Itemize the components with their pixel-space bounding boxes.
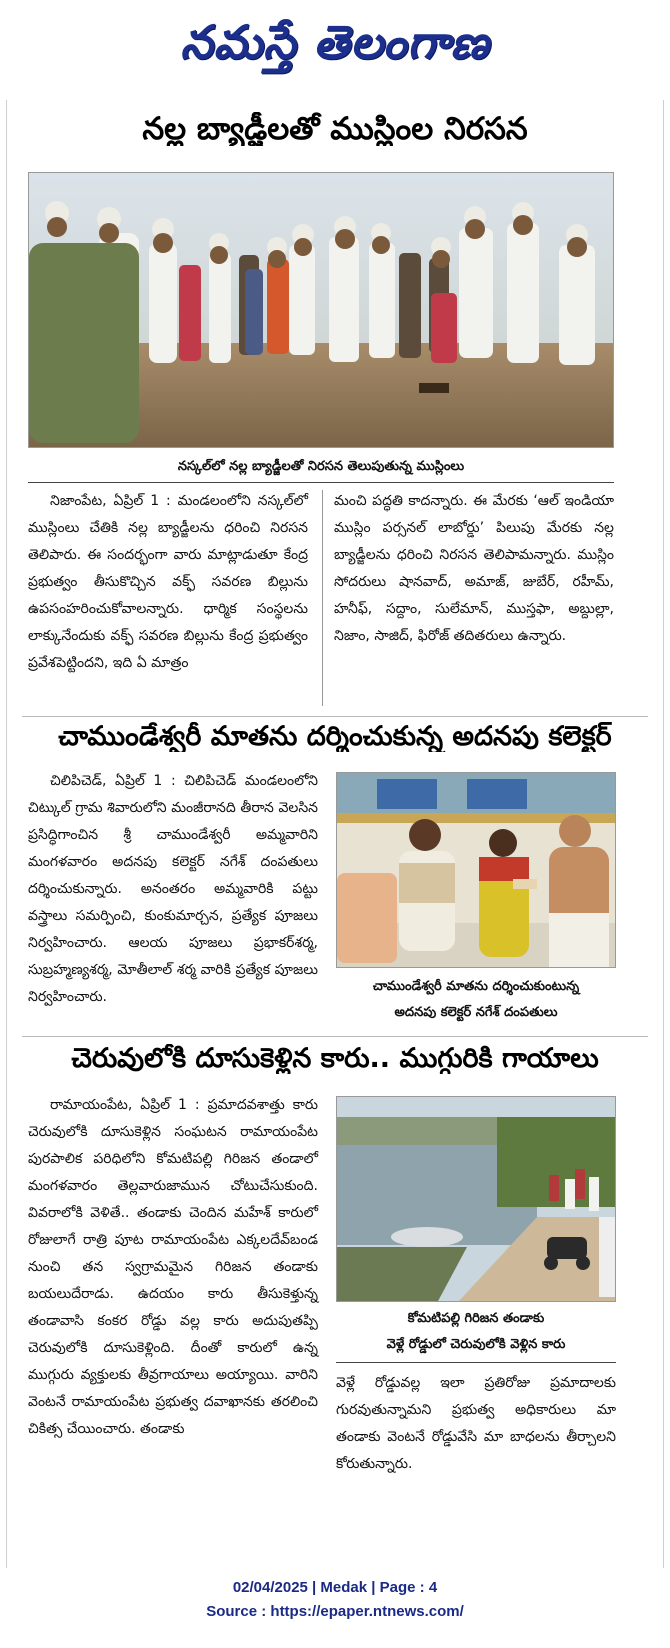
article3-photo: [336, 1096, 616, 1302]
article2-photo: [336, 772, 616, 968]
temple-visit-photo-illustration: [337, 773, 616, 968]
article3-col2-text: వెళ్లే రోడ్డువల్ల ఇలా ప్రతిరోజు ప్రమాదాలకు గురవుతున్నామని ప్రభుత్వ అధికారులు మా తండాకు వెంటనే రోడ్డువేసి మా బాధలను తీర్చాలని కోరుతున్నారు.: [336, 1375, 616, 1472]
article1-col2-text: మంచి పద్ధతి కాదన్నారు. ఈ మేరకు ‘ఆల్ ఇండియా ముస్లిం పర్సనల్ లాబోర్డు’ పిలుపు మేరకు నల్ల బ్యాడ్జీలను ధరించి నిరసన తెలిపామన్నారు. ముస్లిం సోదరులు షానవాద్, అమాజ్, జుబేర్, రహీమ్, హనీఫ్, సద్దాం, సులేమాన్, ముస్తఫా, అబ్దుల్లా, నిజాం, సాజిద్, ఫిరోజ్ తదితరులు ఉన్నారు.: [334, 493, 614, 644]
caption-rule: [336, 1362, 616, 1363]
page-footer: [0, 1576, 670, 1624]
article2-body-text: చిలిపిచెడ్, ఏప్రిల్ 1 : చిలిపిచెడ్ మండలంలోని చిట్కుల్ గ్రామ శివారులోని మంజీరానది తీరాన వెలసిన ప్రసిద్ధిగాంచిన శ్రీ చాముండేశ్వరీ అమ్మవారిని మంగళవారం అదనపు కలెక్టర్ నగేశ్ దంపతులు దర్శించుకున్నారు. అనంతరం అమ్మవారికి పట్టు వస్త్రాలు సమర్పించి, కుంకుమార్చన, ప్రత్యేక పూజలు నిర్వహించారు. ఆలయ పూజలు ప్రభాకర్‌శర్మ, సుబ్రహ్మణ్యశర్మ, మోతీలాల్ శర్మ వారికి ప్రత్యేక పూజలు నిర్వహించారు.: [28, 773, 318, 1005]
article3-photo-caption: [336, 1306, 616, 1358]
article1-photo-caption: నస్కల్‌లో నల్ల బ్యాడ్జీలతో నిరసన తెలుపుతున్న ముస్లింలు: [177, 459, 465, 474]
section-rule: [22, 1036, 648, 1037]
article1-photo: [28, 172, 614, 448]
protest-photo-illustration: [29, 173, 614, 448]
car-accident-photo-illustration: [337, 1097, 616, 1302]
article1-col1-text: నిజాంపేట, ఏప్రిల్ 1 : మండలంలోని నస్కల్‌లో ముస్లింలు చేతికి నల్ల బ్యాడ్జీలను ధరించి నిరసన తెలిపారు. ఈ సందర్భంగా వారు మాట్లాడుతూ కేంద్ర ప్రభుత్వం తీసుకొచ్చిన వక్ఫ్ సవరణ బిల్లును ఉపసంహరించుకోవాలన్నారు. ధార్మిక సంస్థలను లాక్కునేందుకు వక్ఫ్ సవరణ బిల్లును కేంద్ర ప్రభుత్వం ప్రవేశపెట్టిందని, ఇది ఏ మాత్రం: [28, 493, 308, 671]
article1-column-2: [334, 488, 614, 650]
column-divider: [322, 490, 323, 706]
footer-source: Source : https://epaper.ntnews.com/: [206, 1603, 464, 1620]
article3-column-2: [336, 1370, 616, 1478]
article2-headline: చాముండేశ్వరీ మాతను దర్శించుకున్న అదనపు కలెక్టర్: [58, 722, 612, 752]
article2-caption-line2: అదనపు కలెక్టర్ నగేశ్ దంపతులు: [394, 1005, 558, 1020]
article3-caption-line1: కోమటిపల్లి గిరిజన తండాకు: [407, 1311, 545, 1326]
footer-date-edition: 02/04/2025 | Medak | Page : 4: [232, 1579, 438, 1596]
article3-column-1: [28, 1092, 318, 1443]
article2-photo-caption: [336, 974, 616, 1026]
article1-headline: నల్ల బ్యాడ్జీలతో ముస్లింల నిరసన: [142, 112, 528, 147]
article2-column: [28, 768, 318, 1011]
newspaper-title: నమస్తే తెలంగాణ: [180, 15, 490, 69]
masthead: [0, 0, 670, 96]
section-rule: [22, 716, 648, 717]
article2-caption-line1: చాముండేశ్వరీ మాతను దర్శించుకుంటున్న: [372, 979, 580, 994]
article1-column-1: [28, 488, 308, 677]
article3-body-text: రామాయంపేట, ఏప్రిల్ 1 : ప్రమాదవశాత్తు కారు చెరువులోకి దూసుకెళ్లిన సంఘటన రామాయంపేట పురపాలిక పరిధిలోని కోమటిపల్లి గిరిజన తండాలో మంగళవారం తెల్లవారుజామున చోటుచేసుకుంది. వివరాలోకి వెళితే.. తండాకు చెందిన మహేశ్ కారులో రోజులాగే రాత్రి పూట రామాయంపేట ఎక్కలదేవ్‌బండ నుంచి తన స్వగ్రామమైన గిరిజన తండాకు బయలుదేరాడు. ఉదయం కారు తీసుకెళ్తున్న తండావాసి కంకర రోడ్డు వల్ల కారు అదుపుతప్పి చెరువులోకి దూసుకెళ్లింది. దీంతో కారులో ఉన్న ముగ్గురు వ్యక్తులకు తీవ్రగాయాలు అయ్యాయి. వారిని వెంటనే రామాయంపేట ప్రభుత్వ దవాఖానకు తరలించి చికిత్స చేయించారు. తండాకు: [28, 1097, 318, 1437]
caption-rule: [28, 482, 614, 483]
article3-caption-line2: వెళ్లే రోడ్డులో చెరువులోకి వెళ్లిన కారు: [386, 1337, 566, 1352]
article3-headline: చెరువులోకి దూసుకెళ్లిన కారు.. ముగ్గురికి గాయాలు: [71, 1044, 599, 1074]
